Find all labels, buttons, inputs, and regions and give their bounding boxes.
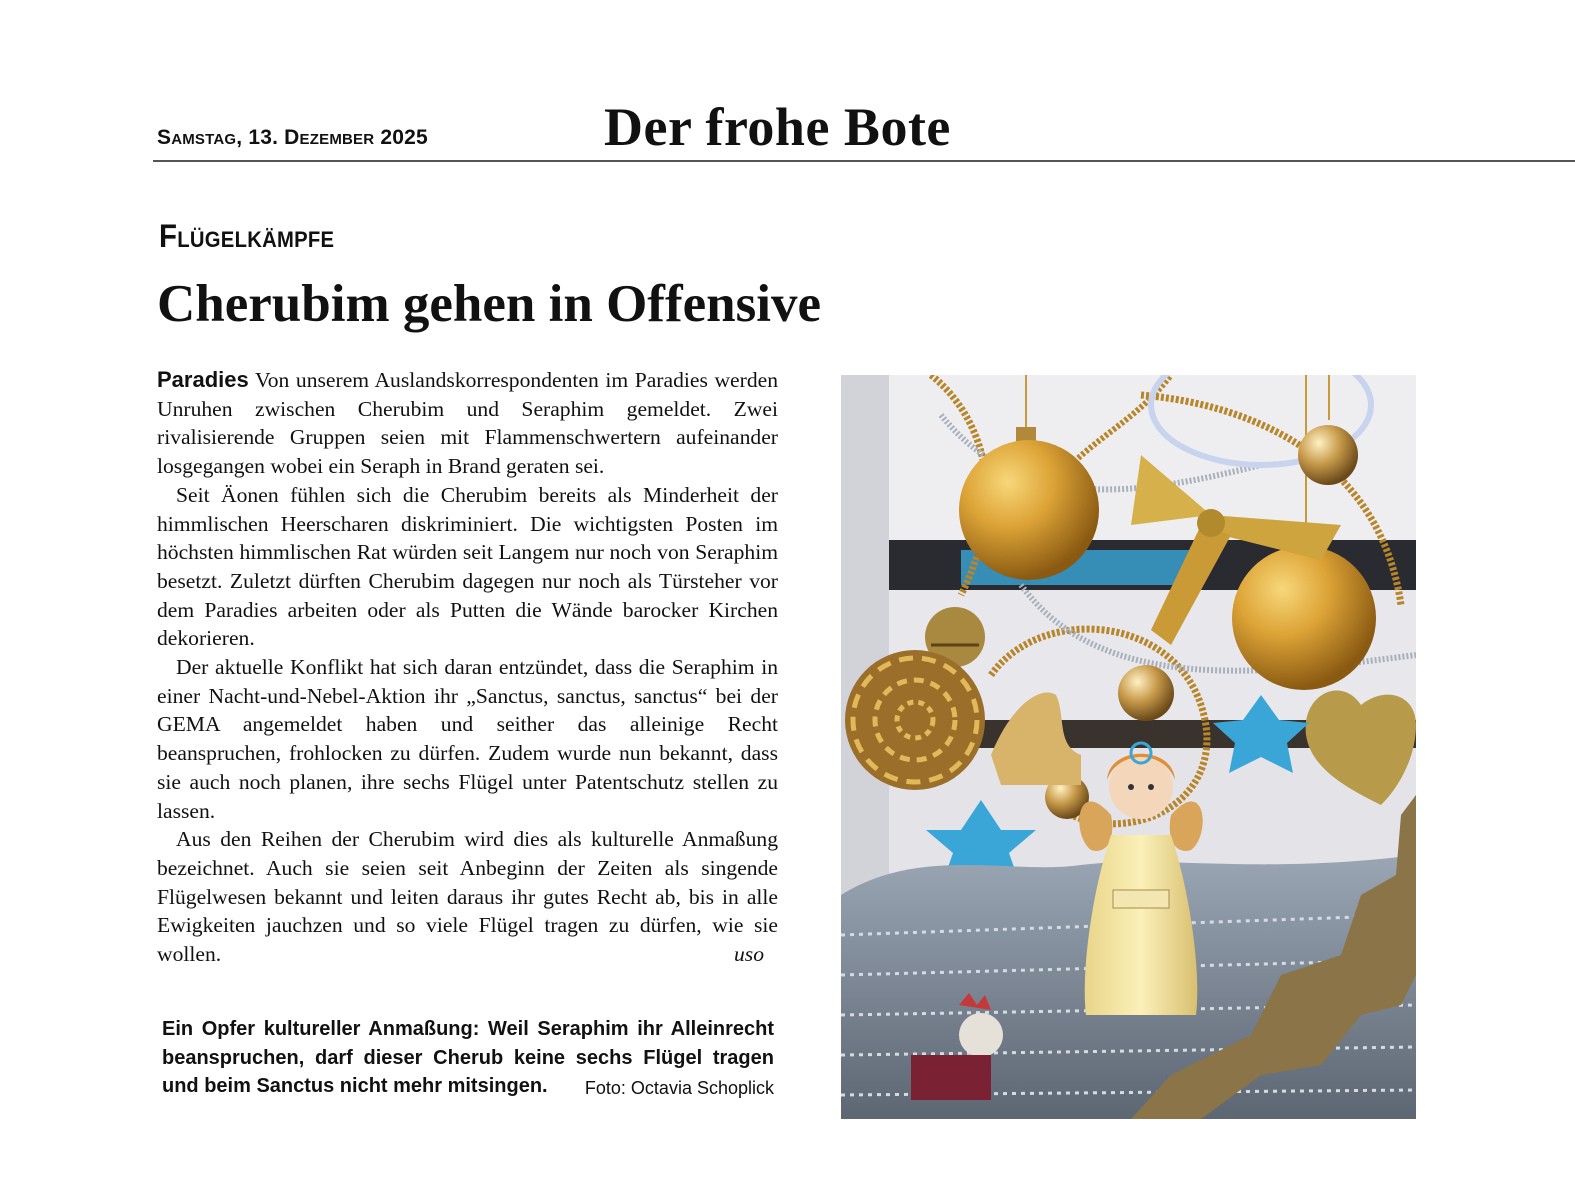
caption-text: Ein Opfer kultureller Anmaßung: Weil Seraphim ihr Alleinrecht beanspruchen, darf dieser Cherub keine sechs Flügel tragen und beim Sanctus nicht mehr mitsingen. [162, 1018, 774, 1097]
angel-head [1109, 755, 1173, 819]
lead-paragraph [157, 366, 778, 481]
lead-text: Von unserem Auslandskorrespondenten im Paradies werden Unruhen zwischen Cherubim und Seraphim gemeldet. Zwei rivalisierende Gruppen seien mit Flammenschwertern aufeinander losgegangen wobei ein Seraph in Brand geraten sei. [157, 368, 778, 479]
author-initials: uso [734, 942, 764, 967]
gold-bow-knot [1197, 509, 1225, 537]
body-paragraph: Der aktuelle Konflikt hat sich daran entzündet, dass die Seraphim in einer Nacht-und-Nebel-Aktion ihr „Sanctus, sanctus, sanctus“ bei der GEMA angemeldet haben und seither das alleinige Recht beanspruchen, frohlocken zu dürfen. Zudem wurde nun bekannt, dass sie auch noch planen, ihre sechs Flügel unter Patentschutz stellen zu lassen. [157, 655, 778, 823]
small-brass-ornament [1118, 665, 1174, 721]
angel-eye [1148, 784, 1154, 790]
dateline: Paradies [157, 367, 249, 392]
chicken-figurine-base [911, 1055, 991, 1100]
photo-credit: Foto: Octavia Schoplick [584, 1078, 774, 1098]
glitter-ornament [845, 650, 985, 790]
small-brass-ornament [1298, 425, 1358, 485]
article-body [157, 366, 778, 969]
photo-caption [162, 1015, 774, 1103]
body-paragraph: Aus den Reihen der Cherubim wird dies als kulturelle Anmaßung bezeichnet. Auch sie seien seit Anbeginn der Zeiten als singende Flügelwesen bekannt und leiten daraus ihr gutes Recht ab, bis in alle Ewigkeiten jauchzen und so viele Flügel tragen zu dürfen, wie sie wollen. [157, 827, 778, 967]
body-paragraph: Seit Äonen fühlen sich die Cherubim bereits als Minderheit der himmlischen Heerscharen diskriminiert. Die wichtigsten Posten im höchsten himmlischen Rat würden seit Langem nur noch von Seraphim besetzt. Zuletzt dürften Cherubim dagegen nur noch als Türsteher vor dem Paradies arbeiten oder als Putten die Wände barocker Kirchen dekorieren. [157, 482, 778, 651]
masthead-divider [153, 160, 1575, 162]
article-headline: Cherubim gehen in Offensive [157, 275, 821, 333]
article-photo [841, 375, 1416, 1119]
chicken-figurine [959, 1013, 1003, 1057]
newspaper-title: Der frohe Bote [604, 97, 951, 157]
issue-date: Samstag, 13. Dezember 2025 [157, 126, 428, 149]
article-kicker: Flügelkämpfe [159, 218, 335, 254]
angel-eye [1128, 784, 1134, 790]
large-gold-ornament [959, 440, 1099, 580]
angel-book [1113, 890, 1169, 908]
large-gold-ornament [1232, 546, 1376, 690]
